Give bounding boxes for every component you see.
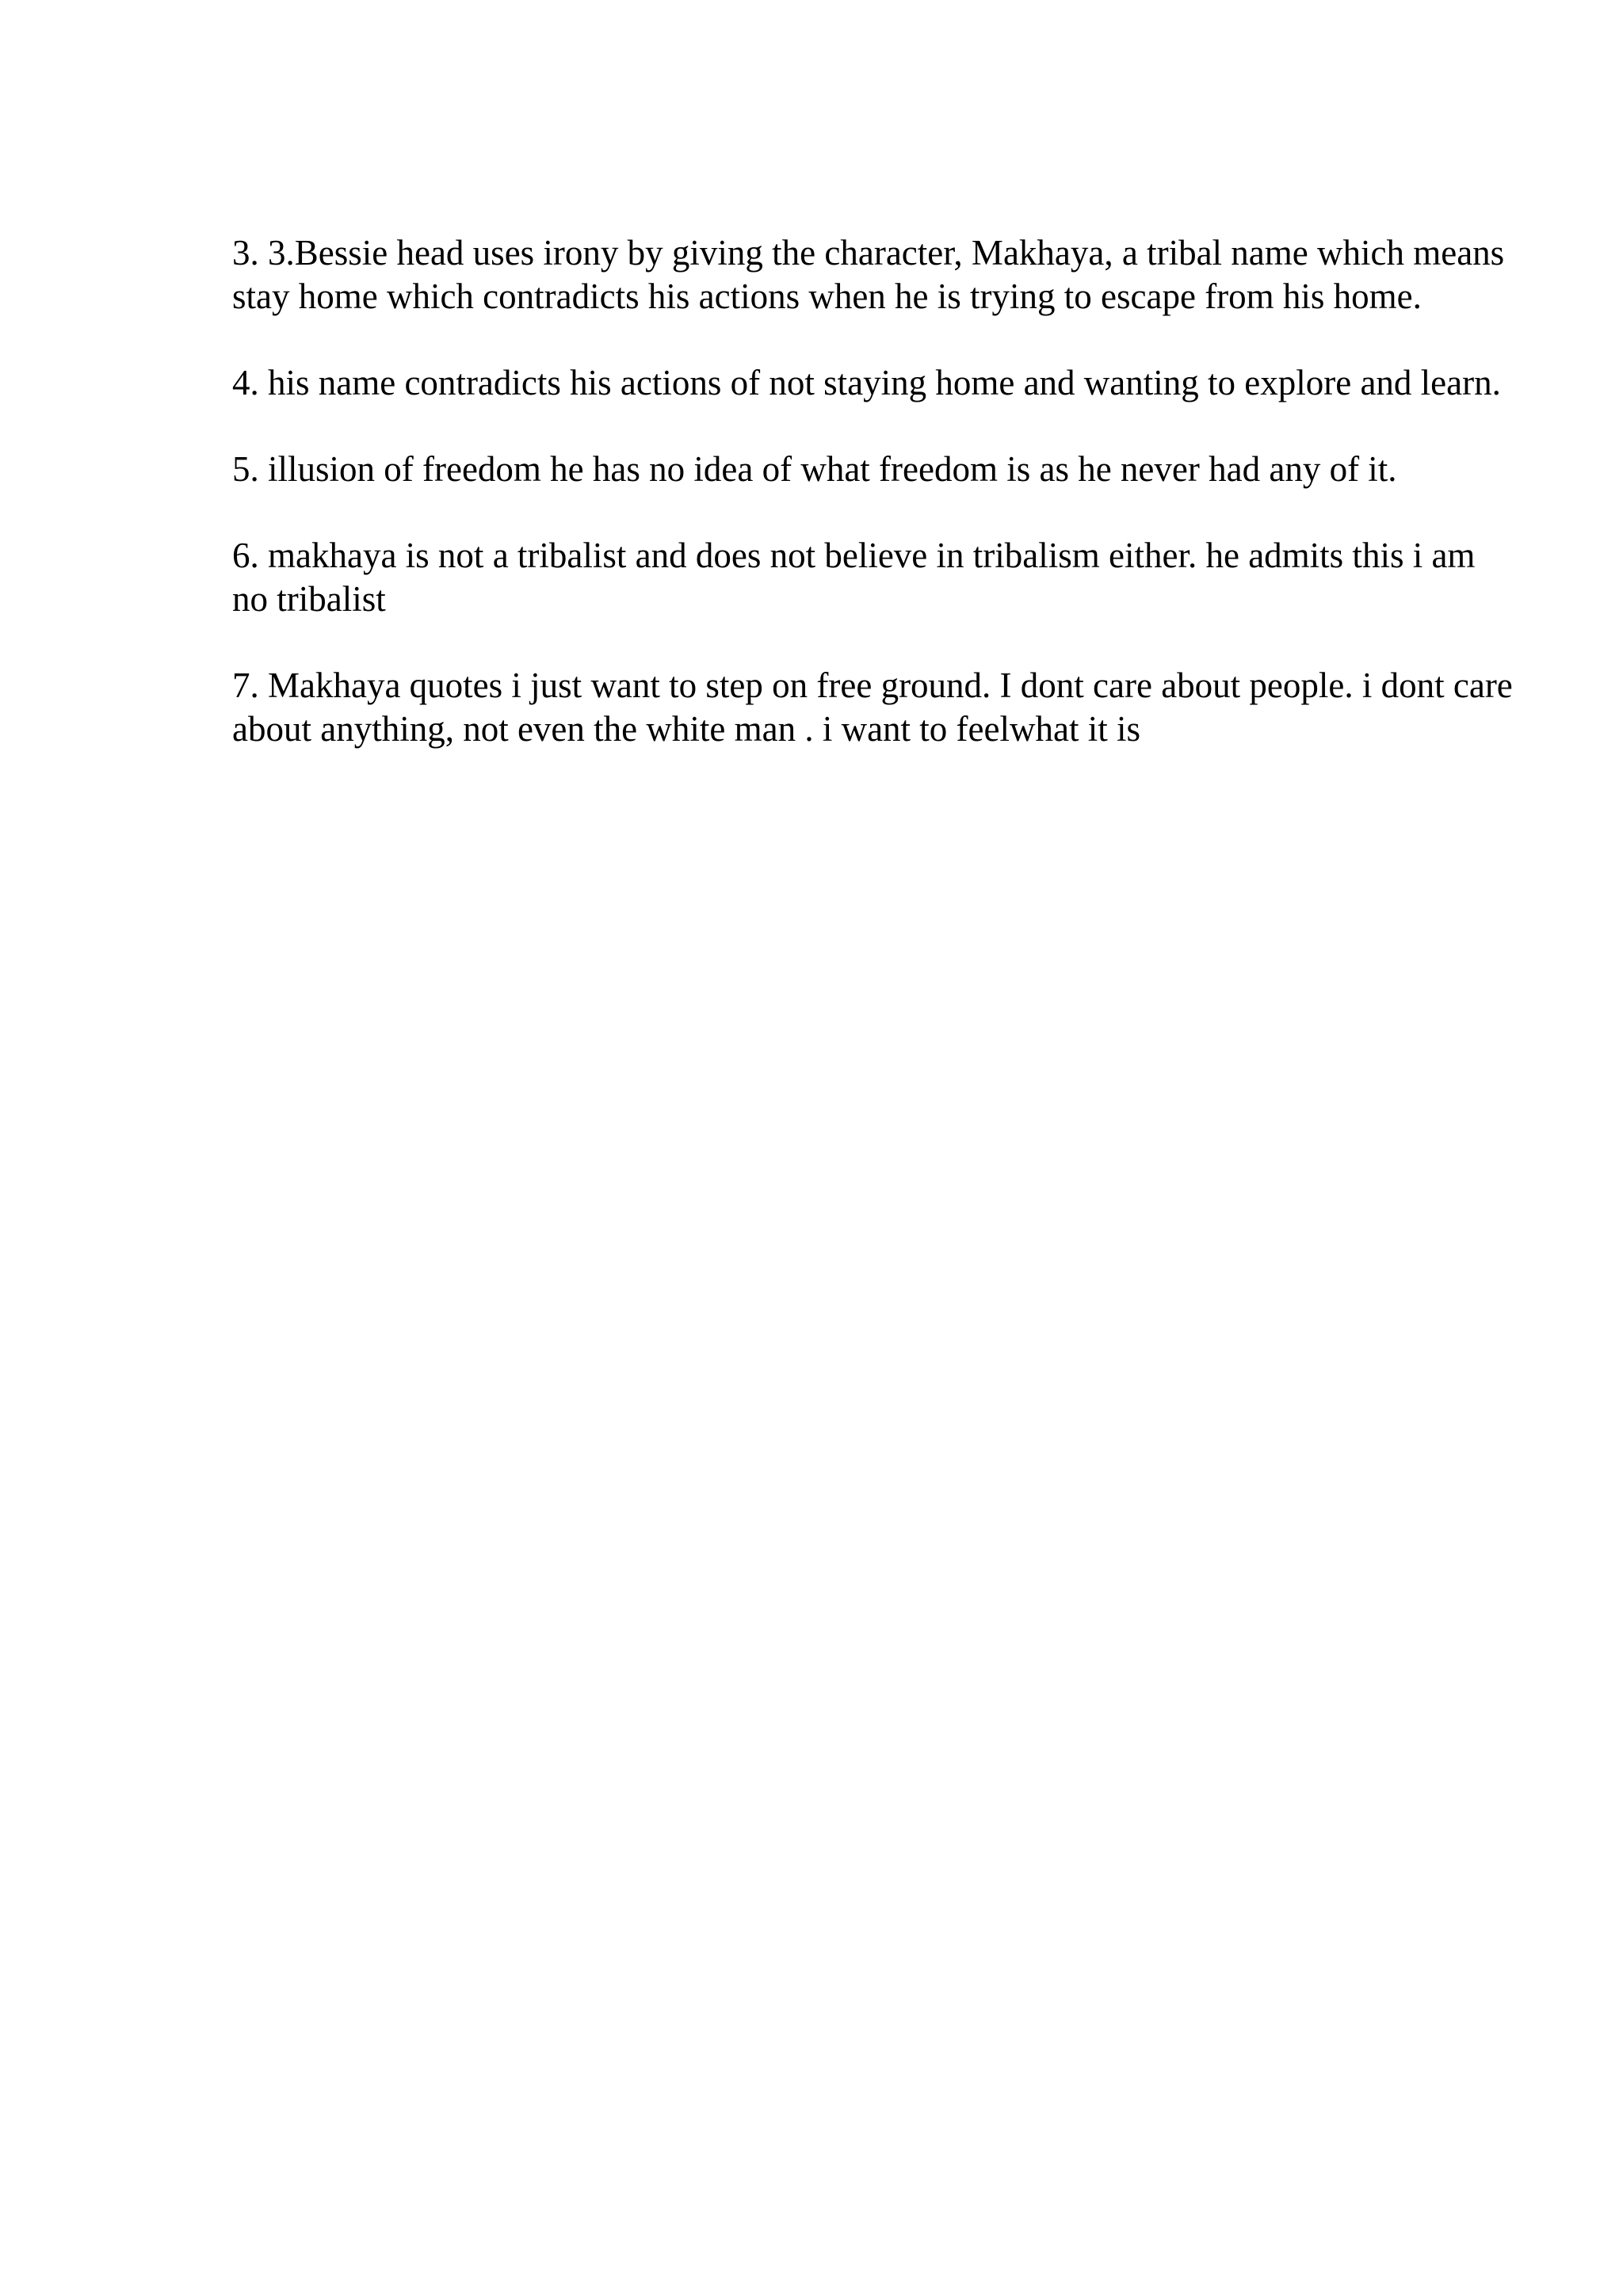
paragraph-item-4: 4. his name contradicts his actions of not staying home and wanting to explore and learn. [232,363,1501,402]
document-body [232,231,1516,794]
paragraph-item-6: 6. makhaya is not a tribalist and does not believe in tribalism either. he admits this i am no tribalist [232,536,1476,619]
paragraph-item-7: 7. Makhaya quotes i just want to step on free ground. I dont care about people. i dont care about anything, not even the white man . i want to feelwhat it is [232,666,1513,749]
paragraph-item-5: 5. illusion of freedom he has no idea of what freedom is as he never had any of it. [232,449,1397,489]
paragraph-item-3: 3. 3.Bessie head uses irony by giving the character, Makhaya, a tribal name which means stay home which contradicts his actions when he is trying to escape from his home. [232,233,1505,316]
